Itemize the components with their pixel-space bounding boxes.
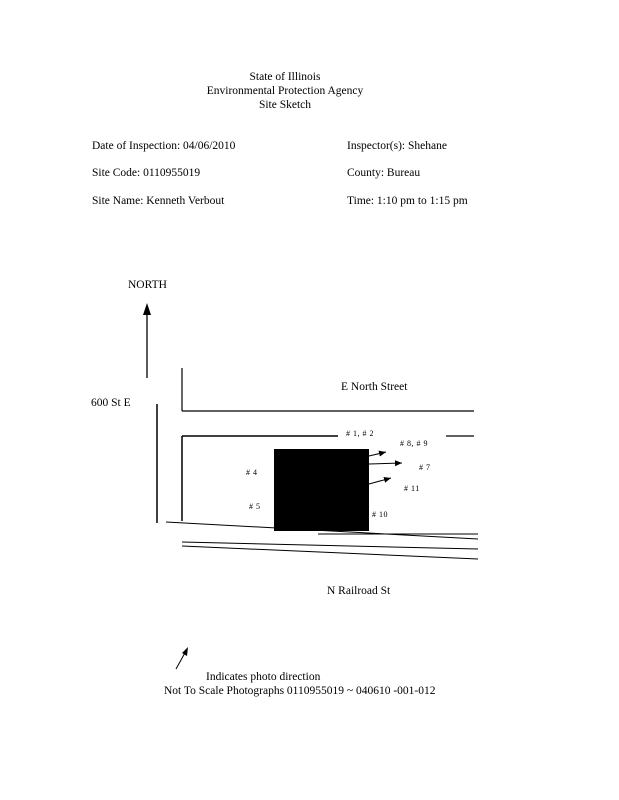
county: County: Bureau bbox=[347, 167, 421, 179]
site-code: Site Code: 0110955019 bbox=[92, 167, 201, 179]
road-label-n-railroad-st: N Railroad St bbox=[327, 585, 391, 597]
photo-label-10: # 10 bbox=[372, 510, 388, 519]
photo-label-7: # 7 bbox=[419, 463, 431, 472]
road-label-e-north-street: E North Street bbox=[341, 381, 408, 393]
legend-photo-direction: Indicates photo direction bbox=[206, 671, 321, 683]
inspectors: Inspector(s): Shehane bbox=[347, 140, 447, 152]
photo-label-8-9: # 8, # 9 bbox=[400, 439, 428, 448]
site-name: Site Name: Kenneth Verbout bbox=[92, 195, 225, 207]
document-title: Site Sketch bbox=[258, 99, 312, 111]
photo-label-4: # 4 bbox=[246, 468, 258, 477]
north-label: NORTH bbox=[128, 279, 167, 291]
inspection-date: Date of Inspection: 04/06/2010 bbox=[92, 140, 236, 152]
photo-arrow-8-9 bbox=[369, 452, 386, 456]
road-label-600-st-e: 600 St E bbox=[91, 397, 131, 409]
building bbox=[274, 449, 369, 531]
photo-label-1-2: # 1, # 2 bbox=[346, 429, 374, 438]
photo-arrow-7 bbox=[369, 463, 402, 464]
legend-arrow-head bbox=[182, 647, 188, 656]
agency-title: Environmental Protection Agency bbox=[206, 85, 364, 97]
photo-label-11: # 11 bbox=[404, 484, 420, 493]
photo-arrow-11 bbox=[369, 478, 391, 484]
north-arrow-head bbox=[143, 303, 151, 315]
inspection-time: Time: 1:10 pm to 1:15 pm bbox=[347, 195, 468, 207]
state-title: State of Illinois bbox=[249, 71, 321, 83]
photo-label-5: # 5 bbox=[249, 502, 261, 511]
legend-scale-note: Not To Scale Photographs 0110955019 ~ 040610 -001-012 bbox=[164, 685, 436, 697]
